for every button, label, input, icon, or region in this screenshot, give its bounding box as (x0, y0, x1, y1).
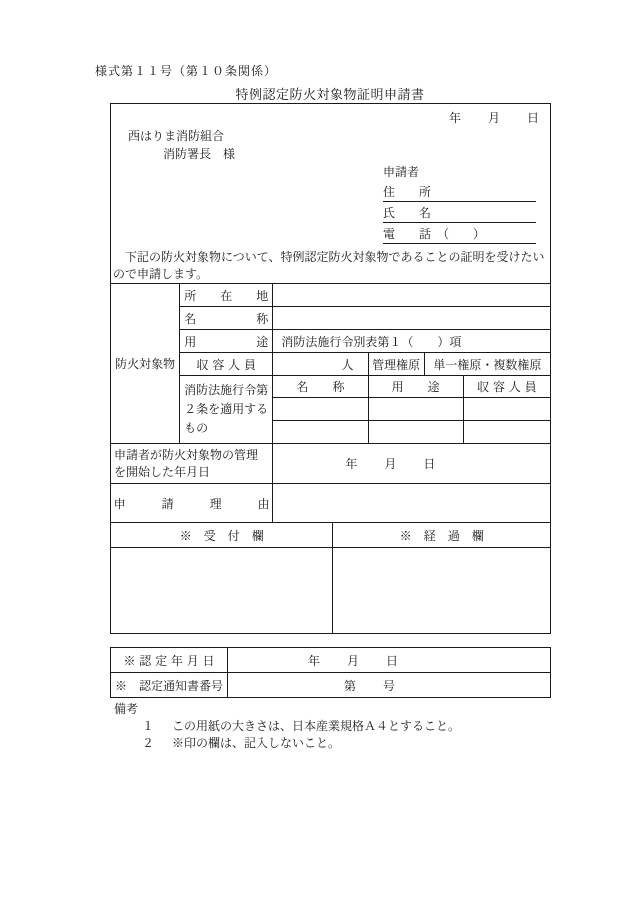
applicant-address-field: 住 所 (383, 181, 536, 202)
form-header-cell (111, 104, 551, 284)
sub-header-name: 名 称 (273, 376, 368, 398)
certification-number-cell: 第 号 (228, 673, 551, 698)
authority-label: 管理権原 (368, 353, 424, 376)
certification-number-label: ※ 認定通知書番号 (111, 673, 228, 698)
applicant-phone-field: 電 話 （ ） (383, 223, 536, 244)
sub-row-name-cell (273, 421, 368, 444)
use-value-cell: 消防法施行令別表第１（ ）項 (273, 330, 551, 353)
sub-row-capacity-cell (463, 398, 550, 421)
location-value-cell (273, 284, 551, 307)
use-label: 用 途 (180, 330, 273, 353)
remark-text: ※印の欄は、記入しないこと。 (172, 736, 341, 750)
certification-date-label: ※ 認 定 年 月 日 (111, 648, 228, 673)
location-label: 所 在 地 (180, 284, 273, 307)
application-statement: 下記の防火対象物について、特例認定防火対象物であることの証明を受けたいので申請します。 (113, 250, 545, 281)
application-date-line: 年 月 日 (448, 111, 540, 125)
applicant-block (383, 165, 536, 244)
progress-column-cell (333, 548, 551, 634)
name-value-cell (273, 307, 551, 330)
remark-text: この用紙の大きさは、日本産業規格Ａ４とすること。 (172, 719, 461, 733)
capacity-label: 収 容 人 員 (180, 353, 273, 376)
sub-header-use: 用 途 (368, 376, 463, 398)
reason-value-cell (273, 484, 551, 523)
sub-row-capacity-cell (463, 421, 550, 444)
form-number: 様式第１１号（第１０条関係） (95, 64, 278, 78)
applicant-name-field: 氏 名 (383, 202, 536, 223)
reason-label: 申 請 理 由 (111, 484, 273, 523)
reception-column-cell (111, 548, 333, 634)
certification-date-cell: 年 月 日 (228, 648, 551, 673)
name-label: 名 称 (180, 307, 273, 330)
addressee-organization: 西はりま消防組合 (128, 129, 225, 143)
remarks-section (114, 700, 460, 751)
sub-header-capacity: 収 容 人 員 (463, 376, 550, 398)
page-title: 特例認定防火対象物証明申請書 (235, 88, 425, 103)
remark-number: １ (142, 719, 155, 733)
sub-row-use-cell (368, 421, 463, 444)
property-form-table (110, 103, 551, 634)
addressee-fire-chief: 消防署長 様 (163, 147, 236, 161)
remark-number: ２ (142, 736, 155, 750)
remarks-heading: 備考 (114, 702, 139, 716)
applicant-heading: 申請者 (383, 165, 420, 179)
management-start-label: 申請者が防火対象物の管理を開始した年月日 (111, 444, 273, 484)
remark-item (142, 718, 460, 734)
category-label: 防火対象物 (111, 284, 180, 444)
remark-item (142, 735, 460, 751)
sub-row-use-cell (368, 398, 463, 421)
article2-label: 消防法施行令第２条を適用するもの (180, 376, 273, 444)
authority-options: 単一権原・複数権原 (424, 353, 550, 376)
progress-column-header: ※ 経 過 欄 (333, 523, 551, 548)
sub-row-name-cell (273, 398, 368, 421)
certification-table (110, 647, 551, 698)
capacity-unit-cell: 人 (273, 353, 368, 376)
management-start-date-cell: 年 月 日 (273, 444, 551, 484)
reception-column-header: ※ 受 付 欄 (111, 523, 333, 548)
